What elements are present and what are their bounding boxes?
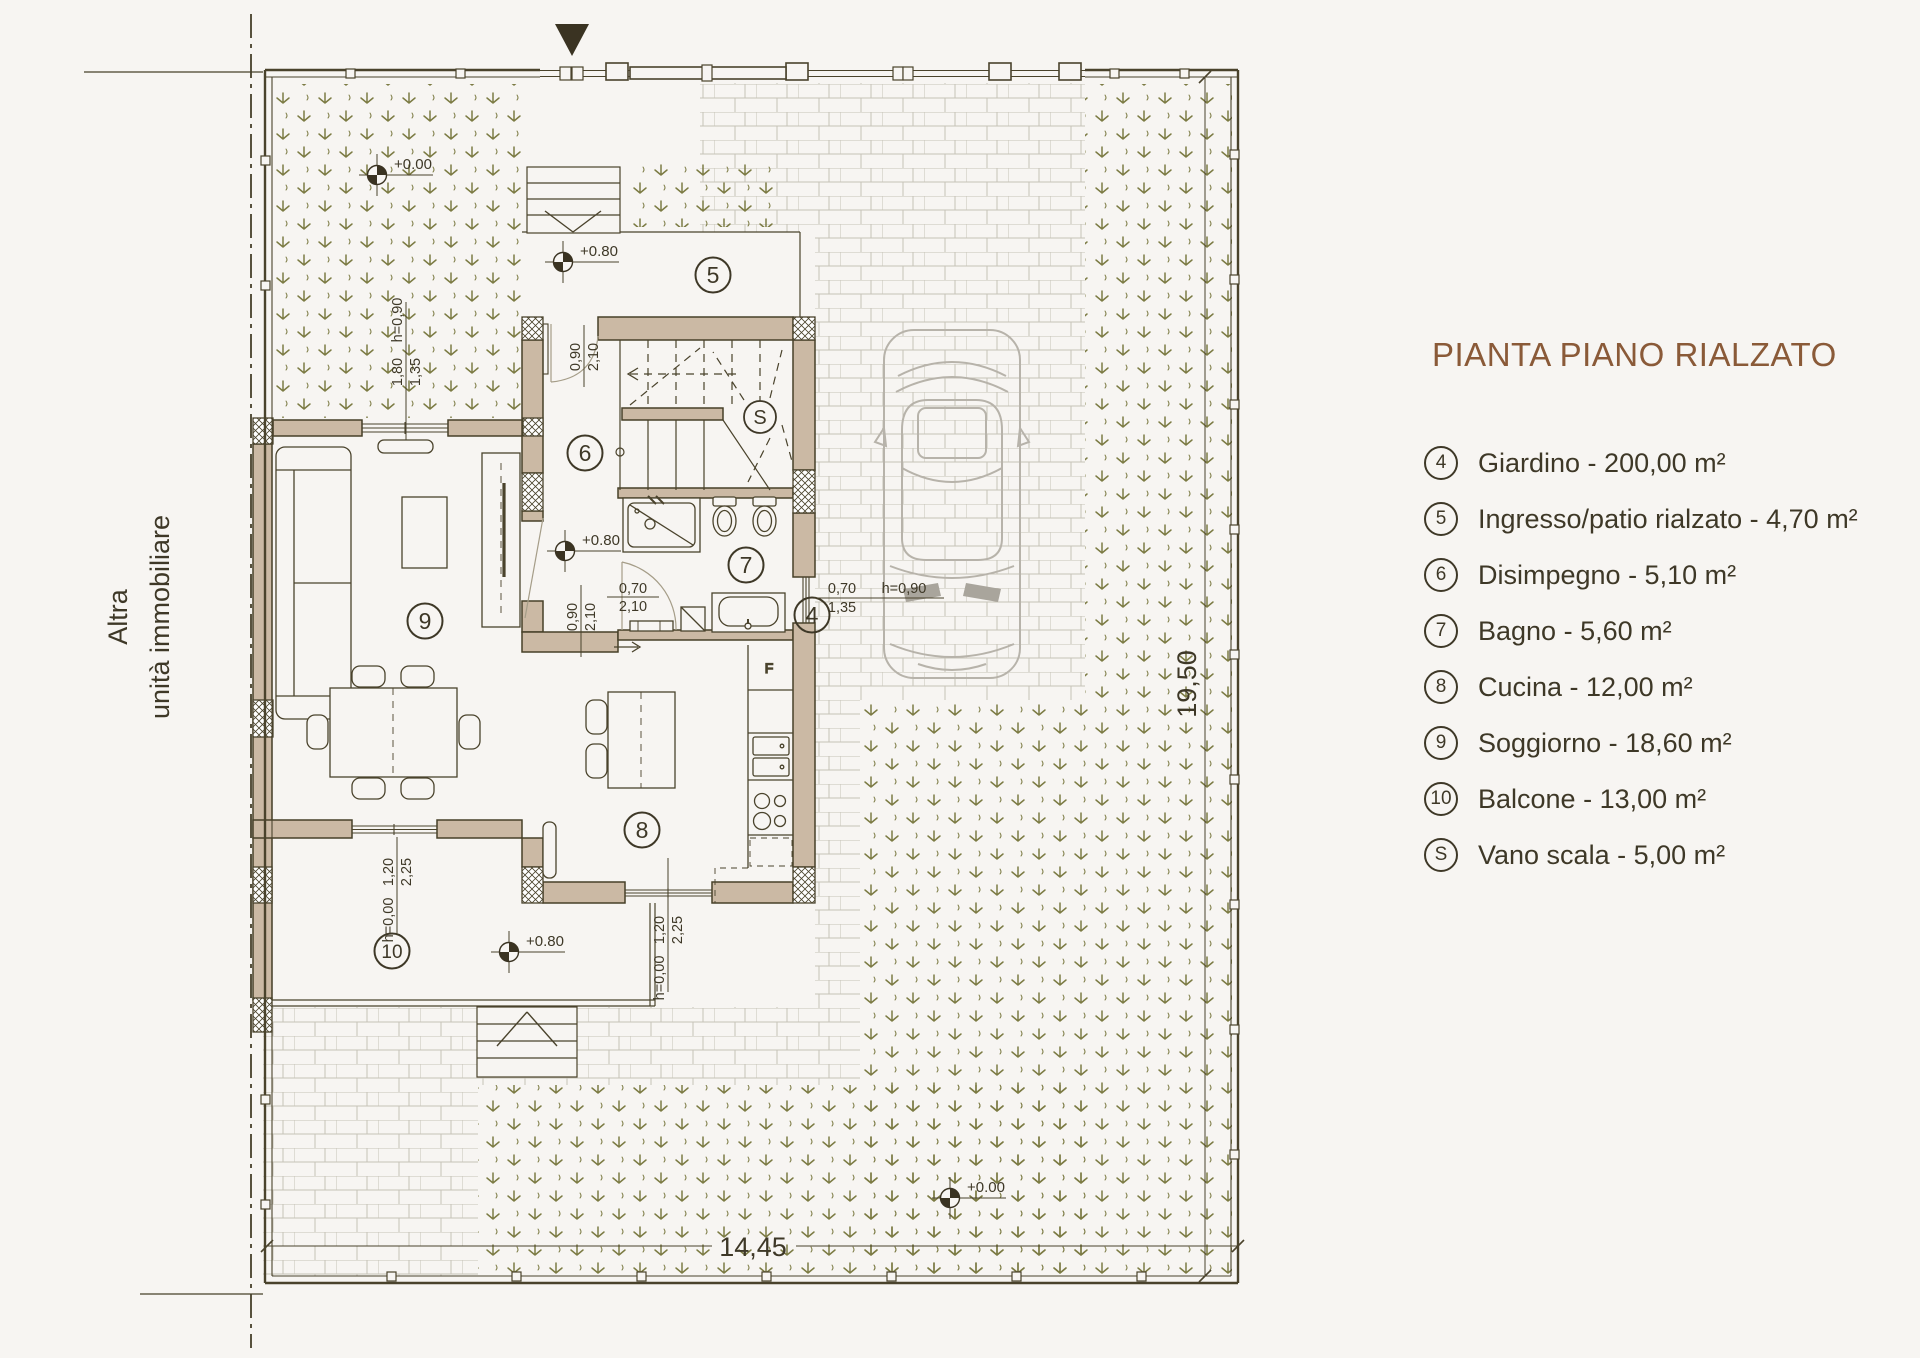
bidet (753, 497, 776, 536)
dim-living-window-h: 1,35 (408, 357, 424, 387)
dim-kitchen-window-sill: h=0,00 (652, 955, 668, 1001)
legend-item-balcony (1424, 782, 1858, 816)
legend-label: Disimpegno - 5,10 m² (1478, 559, 1737, 590)
radiator-vertical (543, 822, 556, 878)
stairs-label (744, 401, 776, 433)
dim-patio-door-h: 2,10 (586, 342, 602, 372)
room-number-kitchen: 8 (635, 817, 649, 843)
kitchen-table (608, 692, 675, 788)
living-room-furniture (276, 440, 556, 878)
dim-balcony-window-w: 1,20 (381, 857, 397, 887)
dim-bath-window-h: 1,35 (827, 600, 857, 616)
elevation-balcony: +0.80 (526, 933, 564, 950)
room-number-living: 9 (418, 608, 432, 634)
legend-symbol: 5 (1424, 502, 1458, 536)
room-number-balcony: 10 (381, 942, 403, 963)
adjacent-unit-note (98, 515, 182, 719)
room-number-hall: 6 (578, 440, 592, 466)
legend-label: Vano scala - 5,00 m² (1478, 839, 1726, 870)
entrance-marker-icon (555, 24, 589, 56)
kitchen-furniture (586, 645, 793, 903)
dim-kitchen-window-w: 1,20 (652, 915, 668, 945)
dim-bath-window-w: 0,70 (827, 581, 857, 597)
legend-item-kitchen (1424, 670, 1858, 704)
dim-living-window-w: 1,80 (390, 357, 406, 387)
room-number-patio: 5 (706, 262, 720, 288)
room-number-bath: 7 (739, 552, 753, 578)
legend-label: Ingresso/patio rialzato - 4,70 m² (1478, 503, 1858, 534)
svg-text:14,45: 14,45 (719, 1232, 787, 1262)
cooktop (754, 794, 786, 830)
coffee-table (402, 497, 447, 568)
legend-symbol: 10 (1424, 782, 1458, 816)
legend-item-bath (1424, 614, 1858, 648)
dim-living-door-w: 0,90 (565, 602, 581, 632)
legend-item-stairwell (1424, 838, 1858, 872)
dim-bath-window-sill: h=0,90 (881, 581, 927, 597)
elevation-hall: +0.80 (582, 532, 620, 549)
dining-table (330, 688, 457, 777)
dim-patio-door-w: 0,90 (568, 342, 584, 372)
adjacent-unit-line2: unità immobiliare (145, 514, 175, 720)
washbasin (712, 593, 785, 632)
legend-label: Soggiorno - 18,60 m² (1478, 727, 1732, 758)
grass-right (1085, 84, 1232, 1276)
dim-living-window-sill: h=0,90 (390, 297, 406, 343)
legend-symbol: 7 (1424, 614, 1458, 648)
dim-balcony-window-sill: h=0,00 (381, 897, 397, 943)
svg-text:19,50: 19,50 (1172, 650, 1202, 718)
adjacent-unit-line1: Altra (103, 589, 134, 645)
elevation-patio: +0.80 (580, 243, 618, 260)
kitchen-sink (753, 737, 789, 776)
dim-living-door-h: 2,10 (583, 602, 599, 632)
room-number-stairs: S (753, 407, 767, 429)
legend-label: Bagno - 5,60 m² (1478, 615, 1672, 646)
dim-bath-door-w: 0,70 (618, 581, 648, 597)
legend-item-garden (1424, 446, 1858, 480)
radiator (378, 440, 433, 453)
legend-item-entrance (1424, 502, 1858, 536)
bath-radiator (630, 621, 673, 631)
dim-balcony-window-h: 2,25 (399, 857, 415, 887)
legend-symbol: 9 (1424, 726, 1458, 760)
legend-symbol: 8 (1424, 670, 1458, 704)
legend (1424, 446, 1858, 872)
legend-symbol: 6 (1424, 558, 1458, 592)
legend-symbol: S (1424, 838, 1458, 872)
page-title: PIANTA PIANO RIALZATO (1432, 336, 1837, 373)
legend-label: Balcone - 13,00 m² (1478, 783, 1707, 814)
legend-item-living (1424, 726, 1858, 760)
legend-label: Cucina - 12,00 m² (1478, 671, 1693, 702)
grass-patch (630, 163, 778, 227)
dim-bath-door-h: 2,10 (618, 599, 648, 615)
legend-symbol: 4 (1424, 446, 1458, 480)
fridge-label: F (764, 660, 774, 676)
room-number-garden: 4 (805, 602, 819, 628)
dim-kitchen-window-h: 2,25 (670, 915, 686, 945)
kitchen-counter (748, 645, 793, 868)
legend-item-hall (1424, 558, 1858, 592)
toilet (713, 497, 736, 536)
elevation-rear-garden: +0.00 (967, 1179, 1005, 1196)
legend-label: Giardino - 200,00 m² (1478, 447, 1726, 478)
shower (623, 496, 700, 552)
elevation-front-garden: +0.00 (394, 156, 432, 173)
